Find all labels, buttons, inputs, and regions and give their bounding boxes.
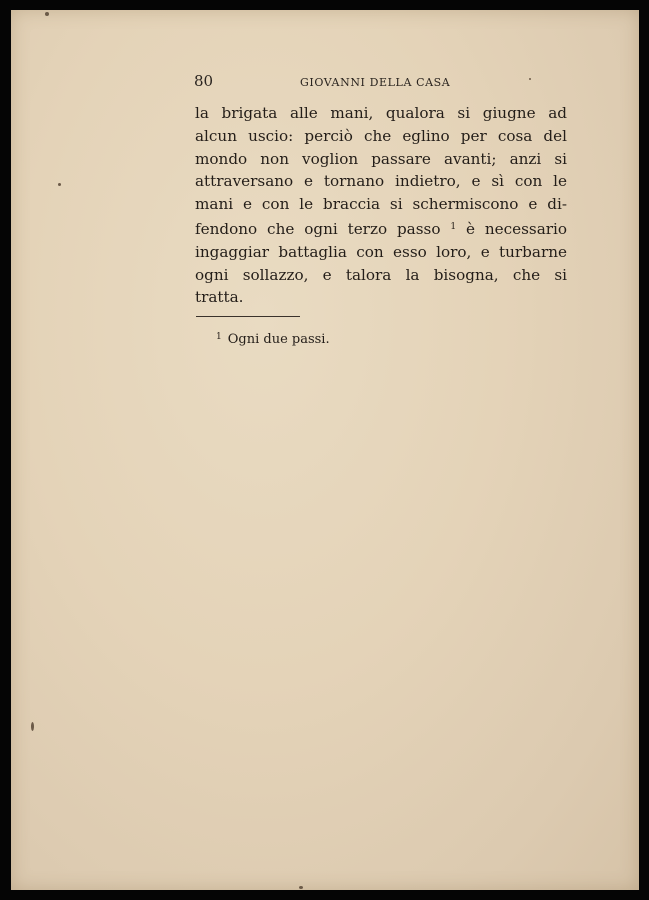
ink-speck [529,78,531,80]
ink-speck [31,722,34,731]
running-title: GIOVANNI DELLA CASA [300,76,451,89]
footnote-marker: 1 [216,332,222,342]
text-segment: è necessario [466,219,568,238]
footnote-reference: 1 [450,221,457,232]
text-line: mondo non voglion passare avanti; anzi si [195,149,567,168]
text-segment: fendono che ogni terzo passo [195,219,441,238]
body-paragraph [195,102,567,309]
book-page [11,10,639,890]
ink-speck [45,12,49,16]
ink-speck [299,886,303,889]
text-line: tratta. [195,288,244,307]
text-line: la brigata alle mani, qualora si giugne ad [195,104,567,122]
text-line: ingaggiar battaglia con esso loro, e turbarne [195,242,567,261]
text-line: mani e con le braccia si schermiscono e di- [195,195,567,214]
footnote-text: Ogni due passi. [227,332,330,347]
text-line-with-footnote [195,216,567,241]
page-number: 80 [194,72,214,90]
text-line: ogni sollazzo, e talora la bisogna, che si [195,265,567,284]
text-line: attraversano e tornano indietro, e sì con le [195,172,567,191]
footnote-divider [196,316,300,317]
text-line: alcun uscio: perciò che eglino per cosa del [195,126,567,145]
ink-speck [58,183,61,186]
footnote [216,332,330,347]
